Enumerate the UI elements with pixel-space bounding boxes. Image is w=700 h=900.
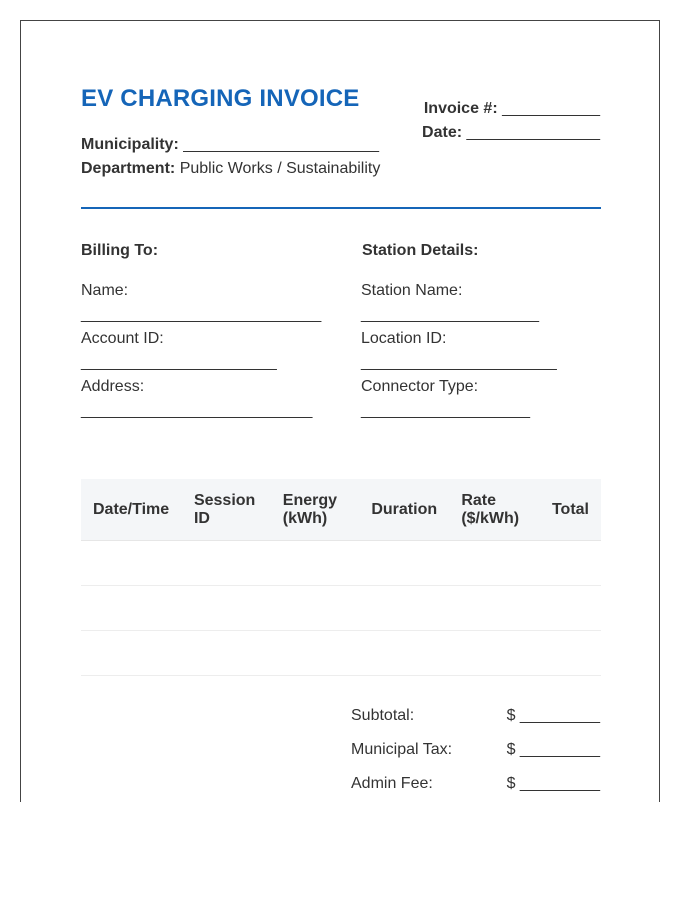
municipal-tax-value: $ _________ (506, 741, 600, 758)
station-location-label: Location ID: (361, 330, 447, 347)
table-cell (81, 586, 182, 631)
table-cell (449, 631, 540, 676)
billing-address-line: __________________________ (81, 402, 313, 419)
station-name-line: ____________________ (361, 306, 539, 323)
col-header-total: Total (540, 479, 601, 541)
table-cell (540, 631, 601, 676)
station-location-line: ______________________ (361, 354, 557, 371)
table-cell (449, 586, 540, 631)
invoice-title: EV CHARGING INVOICE (81, 85, 360, 112)
table-cell (271, 541, 360, 586)
admin-fee-label: Admin Fee: (351, 775, 433, 792)
table-cell (271, 586, 360, 631)
billing-address-label: Address: (81, 378, 145, 395)
invoice-date-label: Date: (422, 124, 463, 141)
billing-name-label: Name: (81, 282, 129, 299)
table-cell (449, 541, 540, 586)
billing-name-line: ___________________________ (81, 306, 322, 323)
invoice-date-field (422, 124, 600, 142)
table-cell (81, 631, 182, 676)
station-title: Station Details: (362, 242, 479, 259)
table-cell (359, 541, 449, 586)
table-cell (540, 541, 601, 586)
table-cell (540, 586, 601, 631)
header-divider (81, 207, 601, 209)
table-row (81, 631, 601, 676)
col-header-duration: Duration (359, 479, 449, 541)
municipality-line: ______________________ (183, 136, 379, 153)
station-connector-line: ___________________ (361, 402, 531, 419)
billing-title: Billing To: (81, 242, 159, 259)
col-header-datetime: Date/Time (81, 479, 182, 541)
department-value: Public Works / Sustainability (179, 160, 381, 177)
table-cell (182, 541, 271, 586)
invoice-page (20, 20, 660, 802)
col-header-rate: Rate ($/kWh) (449, 479, 540, 541)
department-field (81, 160, 380, 178)
table-header-row (81, 479, 601, 541)
subtotal-value: $ _________ (506, 707, 600, 724)
table-cell (182, 631, 271, 676)
sessions-table (81, 479, 601, 676)
invoice-number-label: Invoice #: (423, 100, 498, 117)
billing-account-line: ______________________ (81, 354, 277, 371)
department-label: Department: (81, 160, 176, 177)
table-cell (81, 541, 182, 586)
station-connector-label: Connector Type: (361, 378, 479, 395)
municipality-label: Municipality: (81, 136, 179, 153)
table-cell (359, 631, 449, 676)
table-row (81, 541, 601, 586)
col-header-energy: Energy (kWh) (271, 479, 360, 541)
col-header-session-id: Session ID (182, 479, 271, 541)
municipality-field (81, 136, 379, 154)
table-cell (359, 586, 449, 631)
station-name-label: Station Name: (361, 282, 463, 299)
invoice-number-field (424, 100, 600, 118)
table-row (81, 586, 601, 631)
subtotal-label: Subtotal: (351, 707, 415, 724)
table-cell (182, 586, 271, 631)
table-cell (271, 631, 360, 676)
admin-fee-value: $ _________ (506, 775, 600, 792)
municipal-tax-label: Municipal Tax: (351, 741, 453, 758)
invoice-date-line: _______________ (466, 124, 600, 141)
invoice-number-line: ___________ (502, 100, 600, 117)
billing-account-label: Account ID: (81, 330, 164, 347)
